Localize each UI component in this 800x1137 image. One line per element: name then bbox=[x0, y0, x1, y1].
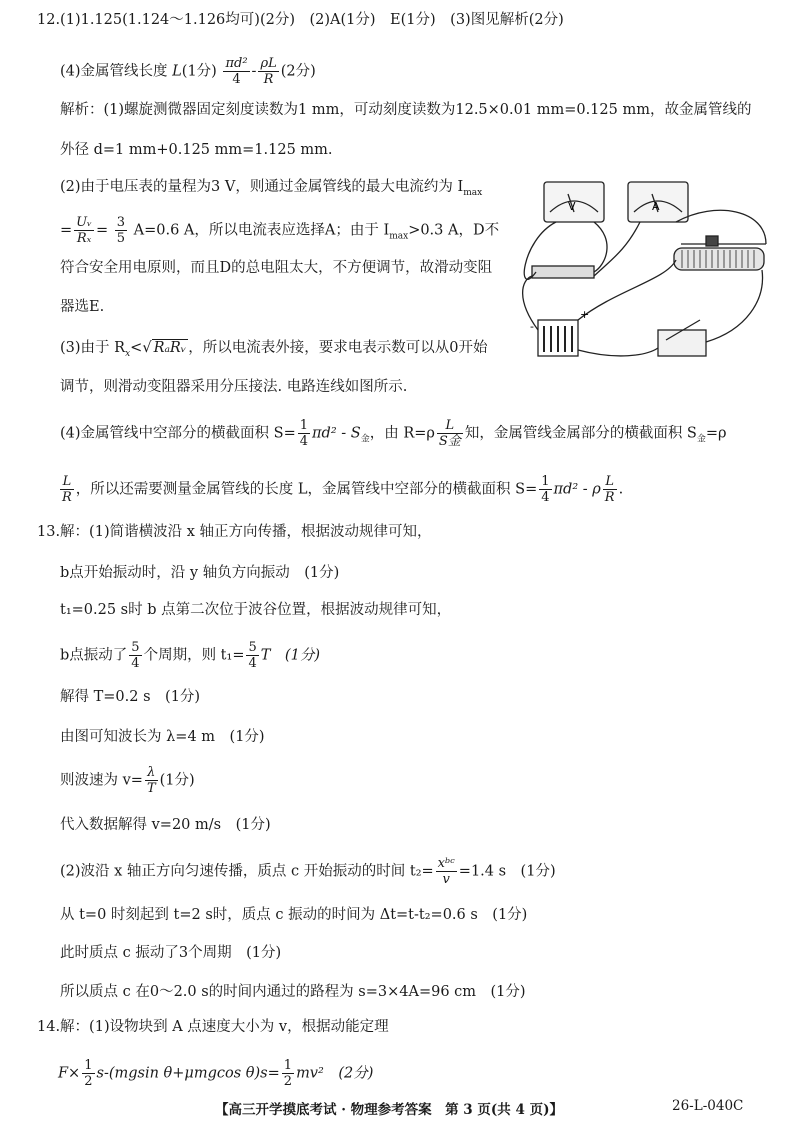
q12-explanation-3: (2)由于电压表的量程为3 V，则通过金属管线的最大电流约为 $I_{max}$ bbox=[60, 179, 483, 198]
fraction-rhoL-over-R: $\frac{\rho L}{R}$ bbox=[260, 56, 277, 87]
metal-tube bbox=[532, 266, 594, 278]
q14-line-1: 14.解：(1)设物块到 A 点速度大小为 v，根据动能定理 bbox=[37, 1019, 389, 1035]
q13-line-6: 由图可知波长为 λ=4 m (1分) bbox=[60, 729, 265, 745]
q13-line-7: 则波速为 v= $\frac{\lambda}{T}$ (1分) bbox=[60, 765, 195, 796]
q13-line-5: 解得 T=0.2 s (1分) bbox=[60, 689, 201, 705]
footer-code: 26-L-040C bbox=[672, 1098, 744, 1114]
q12-explanation-8: 调节，则滑动变阻器采用分压接法. 电路连线如图所示. bbox=[60, 379, 408, 395]
switch bbox=[658, 330, 706, 356]
q14-line-2: F× $\frac{1}{2}$ s-(mgsin θ+μmgcos θ)s= $\frac{1}{2}$ mv² (2分) bbox=[58, 1058, 374, 1089]
rheostat bbox=[674, 248, 764, 270]
q12-explanation-5: 符合安全用电原则，而且D的总电阻太大，不方便调节，故滑动变阻 bbox=[60, 260, 493, 276]
q13-line-3: t₁=0.25 s时 b 点第二次位于波谷位置，根据波动规律可知， bbox=[60, 602, 452, 618]
q12-answer-line: 12.(1)1.125(1.124～1.126均可)(2分) (2)A(1分) E(1分) (3)图见解析(2分) bbox=[37, 12, 564, 28]
footer-title: 【高三开学摸底考试 · 物理参考答案 第 3 页(共 4 页)】 bbox=[215, 1102, 563, 1118]
q12-explanation-6: 器选E. bbox=[60, 299, 105, 315]
q13-line-11: 此时质点 c 振动了3个周期 (1分) bbox=[60, 945, 282, 961]
ammeter-label: A bbox=[652, 200, 660, 213]
q13-line-1: 13.解：(1)简谐横波沿 x 轴正方向传播，根据波动规律可知， bbox=[37, 524, 432, 540]
q12-explanation-4: = $\frac{\text{Uᵥ}}{\text{Rₓ}}$ = $\frac{3}{5}$ A=0.6 A，所以电流表应选择A；由于 $I_{max}>0.3$ A，D不 bbox=[60, 215, 500, 246]
battery-minus-label: - bbox=[530, 320, 534, 333]
q12-explanation-2: 外径 d=1 mm+0.125 mm=1.125 mm. bbox=[60, 142, 333, 158]
q12-explanation-10: $\frac{L}{R}$ ，所以还需要测量金属管线的长度 L，金属管线中空部分的横截面积 S= $\frac{1}{4}$ πd² - ρ $\frac{L}{R}$ . bbox=[62, 474, 624, 505]
q12-explanation-7: (3)由于 $R_x<√$ RₐRᵥ ，所以电流表外接，要求电表示数可以从0开始 bbox=[60, 340, 488, 359]
q13-line-2: b点开始振动时，沿 y 轴负方向振动 (1分) bbox=[60, 565, 340, 581]
battery-plus-label: + bbox=[580, 308, 590, 321]
voltmeter-label: V bbox=[568, 200, 576, 213]
fraction-pid2-over-4: $\frac{\text{πd²}}{4}$ bbox=[225, 56, 248, 87]
q13-line-4: b点振动了 $\frac{5}{4}$ 个周期，则 t₁= $\frac{5}{4}$ T (1分) bbox=[60, 640, 320, 671]
q12-explanation-9: (4)金属管线中空部分的横截面积 S= $\frac{1}{4}$ $\pi d^2 - S_金$，由 R=ρ $\frac{L}{\text{S金}}$ 知，金属管线金属部分的横截面积 $S_金=\rho$ bbox=[60, 418, 727, 449]
q12-explanation-1: 解析：(1)螺旋测微器固定刻度读数为1 mm，可动刻度读数为12.5×0.01 mm=0.125 mm，故金属管线的 bbox=[60, 102, 752, 118]
q12-answer4-line: (4)金属管线长度 L(1分) $\frac{\text{πd²}}{4}$ - $\frac{\rho L}{R}$ (2分) bbox=[60, 56, 316, 87]
q13-line-8: 代入数据解得 v=20 m/s (1分) bbox=[60, 817, 271, 833]
circuit-diagram bbox=[516, 180, 784, 370]
q13-line-10: 从 t=0 时刻起到 t=2 s时，质点 c 振动的时间为 Δt=t-t₂=0.6 s (1分) bbox=[60, 907, 528, 923]
q13-line-9: (2)波沿 x 轴正方向匀速传播，质点 c 开始振动的时间 t₂= $\frac{\text{xᵇᶜ}}{v}$ =1.4 s (1分) bbox=[60, 856, 556, 887]
q13-line-12: 所以质点 c 在0～2.0 s的时间内通过的路程为 s=3×4A=96 cm (1分) bbox=[60, 984, 526, 1000]
